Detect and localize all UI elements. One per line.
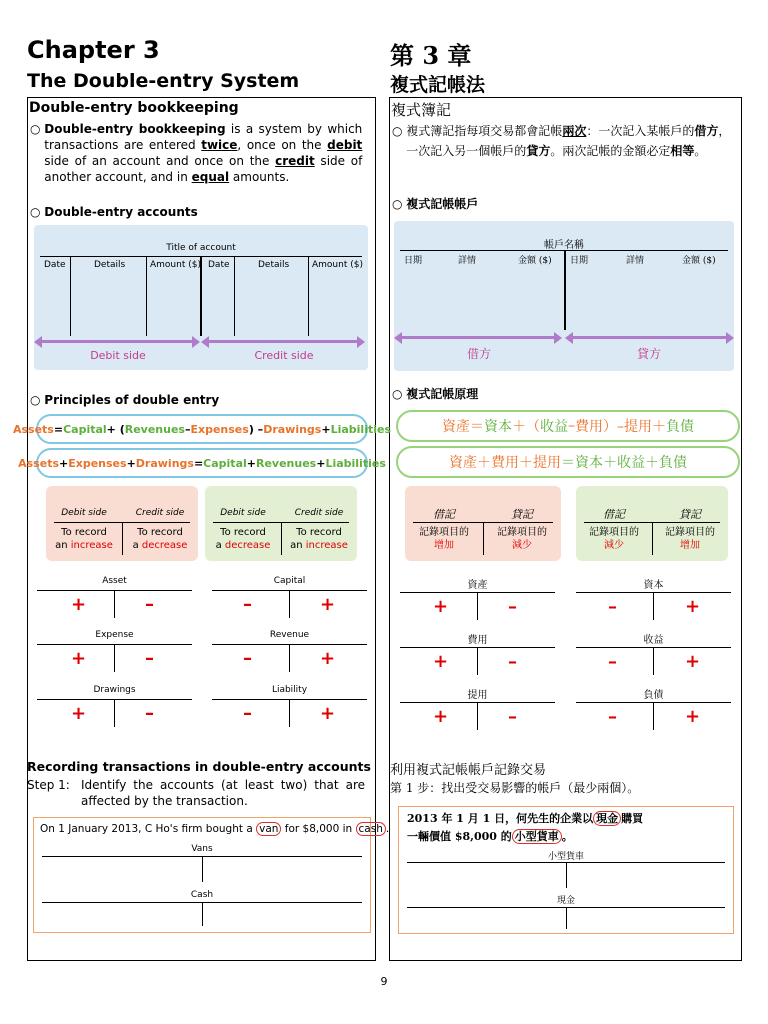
debit-side-label-zh: 借方 [466,347,491,361]
t-account-asset: Asset [102,576,127,586]
col-date: Date [208,260,230,270]
accounting-equation-2: Assets + Expenses + Drawings = Capital + Revenues + Liabilities [36,448,368,478]
chapter-subtitle-en: The Double-entry System [27,70,300,92]
bullet-label: Principles of double entry [44,393,220,407]
definition-paragraph-zh: ○ 複式簿記指每項交易都會記帳兩次：一次記入某帳戶的借方，一次記入另一個帳戶的貸方。兩次記帳的金額必定相等。 [392,124,731,158]
bullet-double-entry-accounts: ○ Double-entry accounts [30,205,198,219]
kw-debit: debit [327,138,363,152]
col-details: Details [94,260,126,270]
rule-card-debit-increase: Debit side Credit side To record an increase To record a decrease [46,486,198,561]
example-text-zh: 2013 年 1 月 1 日，何先生的企業以 現金 購買 一輛價值 $8,000 的 小型貨車 。 [407,812,644,843]
def-text: side of another account, and in [44,154,363,184]
minus-sign: – [243,648,252,669]
kw-twice: twice [201,138,238,152]
t-account-revenue: Revenue [269,630,310,640]
term-double-entry: Double-entry bookkeeping [44,122,226,136]
step-1-zh: 第 1 步：找出受交易影響的帳戶（最少兩個）。 [390,781,640,795]
minus-sign: – [145,648,154,669]
plus-sign: + [320,648,336,669]
debit-side-label: Debit side [90,349,146,362]
def-text: side of an account and once on the [44,154,276,168]
bullet-circle: ○ [30,122,45,136]
rule-card-debit-decrease: Debit side Credit side To record a decrease To record an increase [205,486,357,561]
bullet-label: Double-entry accounts [44,205,198,219]
minus-sign: – [145,594,154,615]
t-account-diagram-zh: 帳戶名稱 日期 詳情 金額 ($) 日期 詳情 金額 ($) 借方 貸方 [394,221,734,371]
col-amount: Amount ($) [312,260,363,270]
example-text-en: On 1 January 2013, C Ho's firm bought a van for $8,000 in cash . [40,823,390,835]
minus-sign: – [243,594,252,615]
t-accounts-grid-zh: 資產 + – 資本 – + 費用 + – 收益 – + 提用 + – 負債 – + [0,0,768,740]
t-account-cash-zh: 現金 [556,896,575,906]
accounting-equation-1-zh: 資產 ＝ 資本 ＋（ 收益 – 費用 ）– 提用 ＋ 負債 [396,410,740,442]
t-account-small-van: 小型貨車 [547,852,584,862]
section-title-recording-zh: 利用複式記帳帳戶記錄交易 [390,763,547,778]
credit-side-label: Credit side [254,349,314,362]
minus-sign: – [243,703,252,724]
example-box-en [33,817,390,933]
plus-sign: + [71,703,87,724]
plus-sign: + [71,594,87,615]
chapter-title-zh: 第 3 章 [390,41,472,70]
t-account-title: Title of account [166,243,236,253]
bullet-principles-zh: ○ 複式記帳原理 [392,387,479,401]
t-account-capital: Capital [273,576,306,586]
t-account-title-zh: 帳戶名稱 [544,240,584,251]
t-account-drawings: Drawings [93,685,136,695]
page-number: 9 [380,975,388,988]
chapter-subtitle-zh: 複式記帳法 [390,74,486,96]
bullet-double-entry-accounts-zh: ○ 複式記帳帳戶 [392,197,479,211]
step-1-en: Step 1: Identify the accounts (at least two) that are affected by the transaction. [27,778,365,808]
accounting-equation-2-zh: 資產 ＋ 費用 ＋ 提用 ＝ 資本 ＋ 收益 ＋ 負債 [396,446,740,478]
bullet-principles: ○ Principles of double entry [30,393,220,407]
col-amount: Amount ($) [150,260,201,270]
rule-card-debit-decrease-zh: 借記 貸記 記錄項目的 減少 記錄項目的 增加 [576,486,728,561]
accounting-equation-1: Assets = Capital + ( Revenues – Expenses ) – Drawings + Liabilities [36,414,368,444]
kw-equal: equal [191,170,230,184]
col-date: Date [44,260,66,270]
t-account-cash: Cash [190,890,214,900]
plus-sign: + [71,648,87,669]
minus-sign: – [145,703,154,724]
kw-credit: credit [275,154,315,168]
rule-card-debit-increase-zh: 借記 貸記 記錄項目的 增加 記錄項目的 減少 [405,486,561,561]
section-title-recording-transactions: Recording transactions in double-entry accounts [27,759,371,774]
t-account-vans: Vans [191,844,213,854]
example-box-zh [398,806,734,934]
t-account-liability: Liability [271,685,308,695]
t-account-expense: Expense [95,630,134,640]
def-text: , once on the [237,138,328,152]
col-details: Details [258,260,290,270]
def-text: amounts. [229,170,290,184]
section-title-double-entry-bookkeeping: Double-entry bookkeeping [29,100,239,116]
def-text: is a system by which transactions are entered [44,122,363,152]
plus-sign: + [320,703,336,724]
plus-sign: + [320,594,336,615]
section-title-zh: 複式簿記 [391,101,452,119]
chapter-title-en: Chapter 3 [27,36,160,64]
credit-side-label-zh: 貸方 [636,347,661,361]
